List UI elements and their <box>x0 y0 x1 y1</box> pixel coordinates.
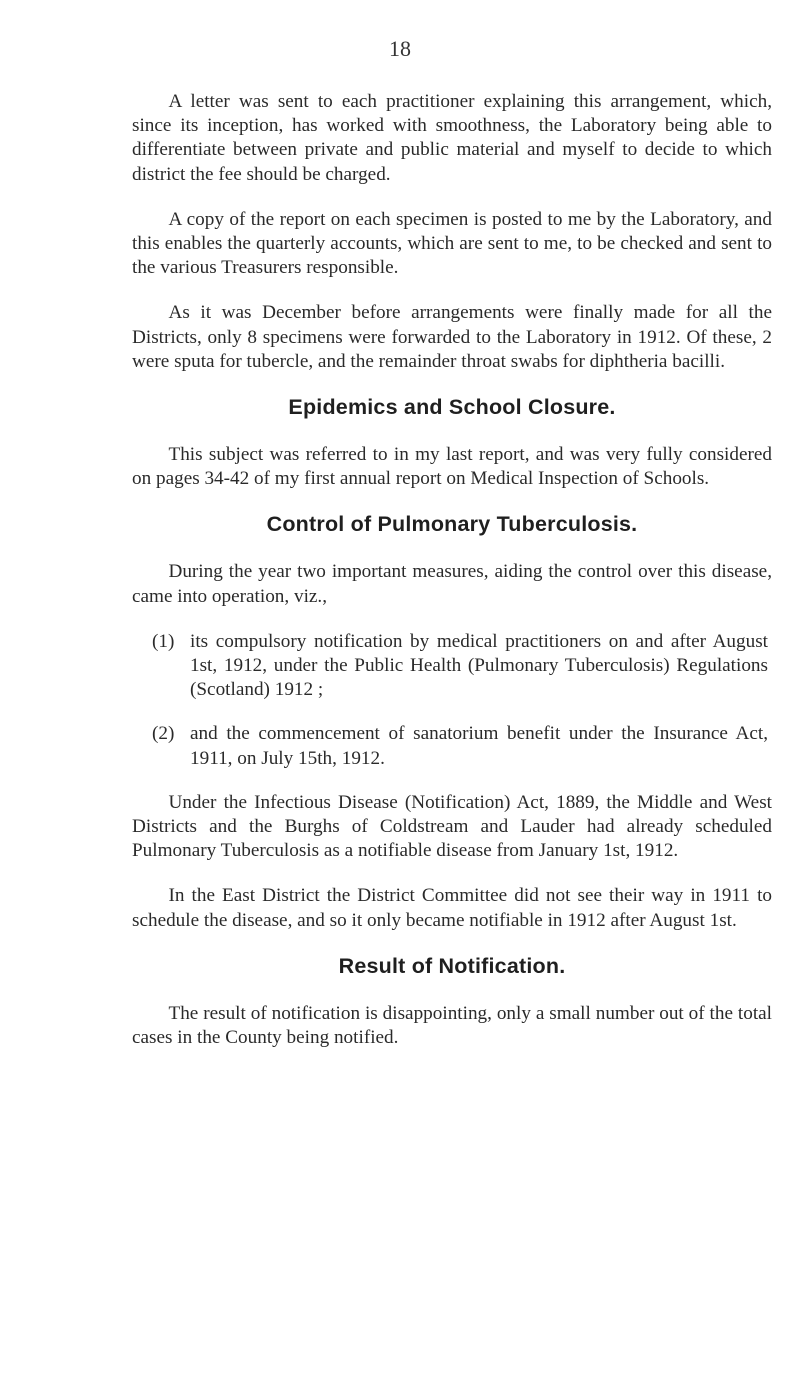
list-item-1 <box>132 630 772 703</box>
paragraph-infectious-disease-act: Under the Infectious Disease (Notification) Act, 1889, the Middle and West Districts and the Burghs of Coldstream and Lauder had already scheduled Pulmonary Tuberculosis as a notifiable disease from January 1st, 1912. <box>132 791 772 862</box>
heading-result-of-notification: Result of Notification. <box>338 953 566 978</box>
paragraph-result-disappointing: The result of notification is disappointing, only a small number out of the total cases in the County being notified. <box>132 1002 772 1049</box>
list-item-number: (2) <box>152 723 175 745</box>
paragraph-december-specimens: As it was December before arrangements were finally made for all the Districts, only 8 specimens were forwarded to the Laboratory in 1912. Of these, 2 were sputa for tubercle, and the remainder throat swabs for diphtheria bacilli. <box>132 302 772 372</box>
list-item-text: its compulsory notification by medical practitioners on and after August 1st, 1912, under the Public Health (Pulmonary Tuberculosis) Regulations (Scotland) 1912 ; <box>190 630 768 701</box>
paragraph-report-copy: A copy of the report on each specimen is posted to me by the Laboratory, and this enables the quarterly accounts, which are sent to me, to be checked and sent to the various Treasurers responsible. <box>132 208 772 279</box>
heading-epidemics-school-closure: Epidemics and School Closure. <box>288 395 616 420</box>
paragraph-two-measures: During the year two important measures, aiding the control over this disease, came into operation, viz., <box>132 561 772 607</box>
paragraph-letter-arrangement: A letter was sent to each practitioner explaining this arrangement, which, since its inception, has worked with smoothness, the Laboratory being able to differentiate between private and public material and myself to decide to which district the fee should be charged. <box>132 91 772 185</box>
list-item-2 <box>132 722 772 770</box>
list-item-text: and the commencement of sanatorium benefit under the Insurance Act, 1911, on July 15th, 1912. <box>190 723 768 769</box>
paragraph-east-district: In the East District the District Committee did not see their way in 1911 to schedule the disease, and so it only became notifiable in 1912 after August 1st. <box>132 885 772 931</box>
paragraph-subject-referred: This subject was referred to in my last report, and was very fully considered on pages 34-42 of my first annual report on Medical Inspection of Schools. <box>132 444 772 490</box>
page-number: 18 <box>389 36 411 61</box>
page-body <box>132 90 772 1071</box>
heading-control-pulmonary-tuberculosis: Control of Pulmonary Tuberculosis. <box>266 512 638 537</box>
list-item-number: (1) <box>152 630 175 652</box>
